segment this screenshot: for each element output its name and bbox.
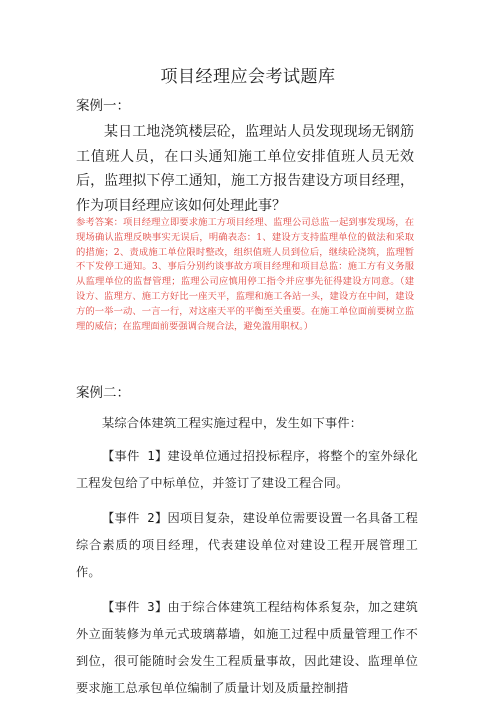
case2-event-2: 【事件 2】因项目复杂，建设单位需要设置一名具备工程综合素质的项目经理，代表建设单位对建设工程开展管理工作。 xyxy=(76,511,418,579)
case2-label: 案例二： xyxy=(76,385,130,401)
case2-intro: 某综合体建筑工程实施过程中，发生如下事件： xyxy=(102,416,363,430)
case1-reference-answer: 参考答案：项目经理立即要求施工方项目经理、监理公司总监一起到事发现场，在现场确认监理反映事实无误后，明确表态：1、建设方支持监理单位的做法和采取的措施；2、责成施工单位限时整改，组织值班人员到位后，继续砼浇筑，监理暂不下发停工通知。3、事后分别约谈事故方项目经理和项目总监：施工方有义务服从监理单位的监督管理；监理公司应慎用停工指令并应事先征得建设方同意。（建设方、监理方、施工方好比一座天平，监理和施工各站一头，建设方在中间，建设方的一举一动、一言一行，对这座天平的平衡至关重要。在施工单位面前要树立监理的威信；在监理面前要强调合规合法，避免滥用职权。） xyxy=(76,217,414,332)
case2-event-3: 【事件 3】由于综合体建筑工程结构体系复杂，加之建筑外立面装修为单元式玻璃幕墙，如施工过程中质量管理工作不到位，很可能随时会发生工程质量事故，因此建设、监理单位要求施工总承包单位编制了质量计划及质量控制措 xyxy=(76,600,418,695)
case1-question: 某日工地浇筑楼层砼，监理站人员发现现场无钢筋工值班人员，在口头通知施工单位安排值班人员无效后，监理拟下停工通知，施工方报告建设方项目经理，作为项目经理应该如何处理此事？ xyxy=(76,124,414,214)
case2-event-1: 【事件 1】建设单位通过招投标程序，将整个的室外绿化工程发包给了中标单位，并签订了建设工程合同。 xyxy=(76,449,418,490)
document-title: 项目经理应会考试题库 xyxy=(160,67,336,87)
case1-label: 案例一： xyxy=(76,98,130,114)
